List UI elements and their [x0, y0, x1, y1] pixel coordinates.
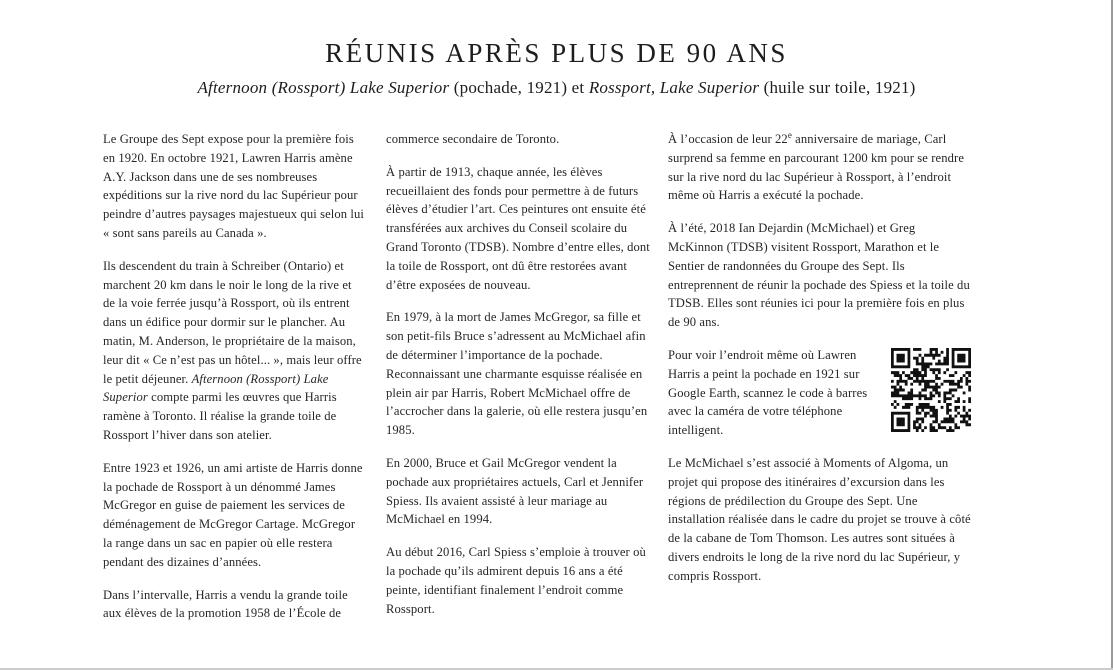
qr-instructions-text: [668, 346, 891, 440]
text-run: (huile sur toile, 1921): [759, 78, 916, 97]
italic-text-run: Afternoon (Rossport) Lake Superior: [197, 78, 450, 97]
paragraph: [668, 130, 971, 205]
text-run: Le McMichael s’est associé à Moments of Algoma, un projet qui propose des itinéraires d’excursion dans les régions de prédilection du Groupe des Sept. Une installation réalisée dans le cadre du projet se trouve à côté de la cabane de Tom Thomson. Les autres sont situées à divers endroits le long de la rive nord du lac Supérieur, y compris Rossport.: [668, 455, 971, 583]
text-run: Dans l’intervalle, Harris a vendu la grande toile aux élèves de la promotion 1958 de l’École de: [103, 587, 348, 621]
paragraph: [103, 130, 366, 243]
paragraph: [668, 219, 971, 332]
text-run: compte parmi les œuvres que Harris ramène à Toronto. Il réalise la grande toile de Rossport l’hiver dans son atelier.: [103, 390, 337, 442]
header: [0, 0, 1113, 98]
text-run: À partir de 1913, chaque année, les élèves recueillaient des fonds pour permettre à de futurs élèves d’étudier l’art. Ces peintures ont ensuite été transférées aux archives du Conseil scolaire du Grand Toronto (TDSB). Nombre d’entre elles, dont la toile de Rossport, ont dû être restorées avant d’être exposées de nouveau.: [386, 164, 650, 292]
paragraph: [103, 257, 366, 445]
text-run: À l’occasion de leur 22: [668, 132, 788, 146]
superscript-run: e: [787, 129, 792, 140]
text-run: À l’été, 2018 Ian Dejardin (McMichael) et Greg McKinnon (TDSB) visitent Rossport, Marathon et le Sentier de randonnées du Groupe des Sept. Ils entreprennent de réunir la pochade des Spiess et la toile du TDSB. Elles sont réunies ici pour la première fois en plus de 90 ans.: [668, 221, 970, 330]
italic-text-run: Rossport, Lake Superior: [588, 78, 760, 97]
text-run: Entre 1923 et 1926, un ami artiste de Harris donne la pochade de Rossport à un dénommé James McGregor en guise de paiement les services de déménagement de McGregor Cartage. McGregor la range dans un sac en papier où elle restera pendant des dizaines d’années.: [103, 460, 363, 569]
paragraph: [103, 586, 366, 624]
qr-code-icon: [891, 348, 971, 432]
article-columns: [103, 130, 971, 637]
text-run: anniversaire de mariage, Carl surprend sa femme en parcourant 1200 km pour se rendre sur la rive nord du lac Supérieur à Rossport, à l’endroit même où Harris a exécuté la pochade.: [668, 132, 965, 203]
page-subtitle: [0, 78, 1113, 98]
text-run: En 2000, Bruce et Gail McGregor vendent la pochade aux propriétaires actuels, Carl et Jennifer Spiess. Ils avaient assisté à leur mariage au McMichael en 1994.: [386, 455, 644, 527]
column-1: [103, 130, 366, 637]
text-run: commerce secondaire de Toronto.: [386, 132, 560, 146]
text-run: Au début 2016, Carl Spiess s’emploie à trouver où la pochade qu’ils admirent depuis 16 ans a été peinte, identifiant finalement l’endroit comme Rossport.: [386, 545, 646, 616]
column-3: [668, 130, 971, 600]
paragraph: [386, 163, 657, 295]
paragraph: [386, 454, 657, 529]
text-run: Ils descendent du train à Schreiber (Ontario) et marchent 20 km dans le noir le long de la rive et de la voie ferrée jusqu’à Rossport, où ils entrent dans un édifice pour dormir sur le plancher. Au matin, M. Anderson, le propriétaire de la maison, leur dit « Ce n’est pas un hôtel... », mais leur offre le petit déjeuner.: [103, 258, 362, 386]
page-title: RÉUNIS APRÈS PLUS DE 90 ANS: [325, 38, 788, 68]
paragraph: [668, 454, 971, 586]
italic-text-run: Afternoon (Rossport) Lake Superior: [103, 371, 329, 405]
text-run: En 1979, à la mort de James McGregor, sa fille et son petit-fils Bruce s’adressent au McMichael afin de déterminer l’importance de la pochade. Reconnaissant une charmante esquisse réalisée en plein air par Harris, Robert McMichael offre de l’accrocher dans la galerie, où elle restera jusqu’en 1985.: [386, 310, 648, 438]
text-run: Pour voir l’endroit même où Lawren Harris a peint la pochade en 1921 sur Google Earth, scannez le code à barres avec la caméra de votre téléphone intelligent.: [668, 347, 868, 438]
paragraph: [386, 543, 657, 618]
paragraph: [103, 459, 366, 572]
paragraph: [386, 130, 657, 149]
text-run: Le Groupe des Sept expose pour la première fois en 1920. En octobre 1921, Lawren Harris amène A.Y. Jackson dans une de ses nombreuses expéditions sur la rive nord du lac Supérieur pour peindre d’autres paysages majestueux qui selon lui « sont sans pareils au Canada ».: [103, 132, 365, 240]
text-run: (pochade, 1921) et: [449, 78, 589, 97]
qr-instructions-block: [668, 346, 971, 440]
paragraph: [386, 308, 657, 440]
column-2: [386, 130, 657, 632]
